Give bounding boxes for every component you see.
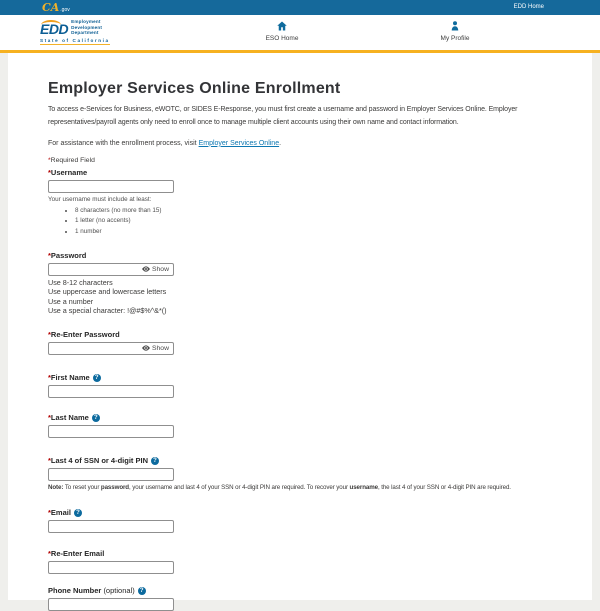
nav-eso-home-label: ESO Home [265,35,299,42]
first-name-help-icon[interactable]: ? [93,374,101,382]
username-hint-title: Your username must include at least: [48,195,152,203]
email-help-icon[interactable]: ? [74,509,82,517]
main-header [0,15,600,50]
first-name-input[interactable] [48,385,174,398]
password-field-group [48,263,174,276]
page-title: Employer Services Online Enrollment [48,80,341,97]
edd-logo-acronym: EDD [40,21,69,38]
last-name-group [48,414,552,438]
password-input[interactable] [49,264,140,275]
phone-input[interactable] [48,598,174,611]
home-icon [276,27,288,34]
email-input[interactable] [48,520,174,533]
nav-eso-home[interactable] [250,20,314,42]
username-rule: • 1 number [75,228,552,235]
reenter-email-input[interactable] [48,561,174,574]
password-rule: Use a special character: !@#$%^&*() [48,306,167,316]
person-icon [449,27,461,34]
last-name-help-icon[interactable]: ? [92,414,100,422]
email-label: *Email ? [48,509,552,517]
reenter-password-field-group [48,342,174,355]
employer-services-online-link[interactable]: Employer Services Online [198,139,280,147]
eye-icon [142,266,150,272]
edd-logo-department-text: Employment Development Department [71,19,103,36]
edd-home-link[interactable]: EDD Home [513,4,544,10]
password-rule: Use uppercase and lowercase letters [48,287,167,297]
first-name-label: *First Name ? [48,374,552,382]
edd-logo[interactable] [40,19,110,45]
password-label: *Password [48,250,87,260]
nav-my-profile[interactable] [423,20,487,42]
eye-icon [142,345,150,351]
assistance-line: For assistance with the enrollment process, visit Employer Services Online. [48,139,282,147]
edd-logo-swoosh [41,20,61,25]
last-name-label: *Last Name ? [48,414,552,422]
reenter-password-input[interactable] [49,343,140,354]
password-rule: Use 8-12 characters [48,277,113,287]
last-name-input[interactable] [48,425,174,438]
intro-paragraph: To access e-Services for Business, eWOTC, or SIDES E-Response, you must first create a username and password in Employer Services Online. Employer representatives/payroll agents only need to enroll once to manage multiple client accounts using their own name and contact information. [48,106,518,126]
password-group [48,252,552,316]
ssn-pin-input[interactable] [48,468,174,481]
edd-logo-state-text: State of California [40,38,110,46]
phone-group [48,587,552,611]
password-rule: Use a number [48,296,94,306]
ssn-pin-help-icon[interactable]: ? [151,457,159,465]
reenter-email-label: *Re-Enter Email [48,548,105,558]
ca-gov-logo-gov: .gov [60,7,70,13]
username-rule: • 1 letter (no accents) [75,217,552,224]
ssn-pin-group [48,457,552,492]
username-rules-list [48,207,552,235]
reenter-password-label: *Re-Enter Password [48,329,120,339]
username-input[interactable] [48,180,174,193]
username-group [48,169,552,235]
content-card [8,53,592,600]
ssn-pin-note: Note: To reset your password, your username and last 4 of your SSN or 4-digit PIN are required. To recover your username, the last 4 of your SSN or 4-digit PIN are required. [48,483,511,491]
reenter-password-show-button[interactable]: Show [140,345,173,352]
username-rule: • 8 characters (no more than 15) [75,207,552,214]
utility-bar [0,0,600,15]
nav-my-profile-label: My Profile [440,35,470,42]
reenter-password-group [48,331,552,355]
password-show-button[interactable]: Show [140,266,173,273]
username-label: *Username [48,167,88,177]
reenter-email-group [48,550,552,574]
first-name-group [48,374,552,398]
password-rules [48,278,552,316]
required-asterisk: * [48,156,51,164]
email-group [48,509,552,533]
phone-help-icon[interactable]: ? [138,587,146,595]
ssn-pin-label: *Last 4 of SSN or 4-digit PIN ? [48,457,552,465]
phone-label: Phone Number (optional) ? [48,587,552,595]
required-field-note: *Required Field [48,156,95,164]
ca-gov-logo-ca: CA [42,1,60,14]
